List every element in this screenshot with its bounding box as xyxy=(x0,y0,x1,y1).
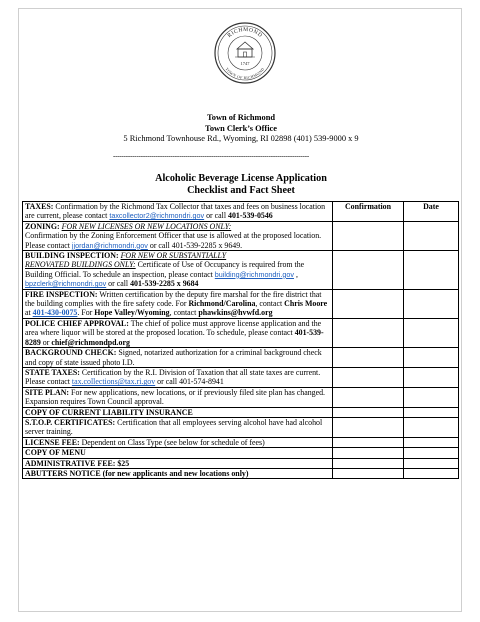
table-row xyxy=(23,417,459,437)
confirmation-cell[interactable] xyxy=(333,417,404,437)
confirmation-cell[interactable] xyxy=(333,348,404,368)
item-stop-certificates: S.T.O.P. CERTIFICATES: Certification that all employees serving alcohol have had alcohol server training. xyxy=(23,417,333,437)
date-cell[interactable] xyxy=(404,448,459,458)
date-header: Date xyxy=(404,202,459,222)
confirmation-cell[interactable] xyxy=(333,251,404,290)
confirmation-header: Confirmation xyxy=(333,202,404,222)
table-row xyxy=(23,202,459,222)
table-row xyxy=(23,458,459,468)
table-row xyxy=(23,448,459,458)
date-cell[interactable] xyxy=(404,437,459,447)
divider-line: -------------------------------------------------------------------------------------------- xyxy=(113,152,310,160)
confirmation-cell[interactable] xyxy=(333,387,404,407)
bpzclerk-email-link[interactable]: bpzclerk@richmondri.gov xyxy=(25,279,107,289)
date-cell[interactable] xyxy=(404,468,459,478)
letterhead xyxy=(19,113,463,145)
item-license-fee: LICENSE FEE: Dependent on Class Type (see below for schedule of fees) xyxy=(23,437,333,447)
item-zoning: ZONING: FOR NEW LICENSES OR NEW LOCATIONS ONLY: Confirmation by the Zoning Enforcement Officer that use is allowed at the proposed location. Please contact jjordan@richmondri.gov or call 401-539-2285 x 9649. xyxy=(23,221,333,250)
svg-text:1747: 1747 xyxy=(240,61,250,66)
table-row xyxy=(23,437,459,447)
office-address: 5 Richmond Townhouse Rd., Wyoming, RI 02898 (401) 539-9000 x 9 xyxy=(123,134,359,144)
item-menu: COPY OF MENU xyxy=(23,448,333,458)
svg-text:TOWN OF RICHMOND: TOWN OF RICHMOND xyxy=(224,67,266,81)
date-cell[interactable] xyxy=(404,289,459,318)
table-row xyxy=(23,318,459,347)
document-title xyxy=(19,173,463,198)
fire-phone-link[interactable]: 401-430-0075 xyxy=(32,308,78,318)
table-row xyxy=(23,387,459,407)
confirmation-cell[interactable] xyxy=(333,221,404,250)
checklist-table xyxy=(22,201,459,479)
zoning-email-link[interactable]: jjordan@richmondri.gov xyxy=(71,240,148,250)
item-liability-insurance: COPY OF CURRENT LIABILITY INSURANCE xyxy=(23,407,333,417)
item-abutters-notice: ABUTTERS NOTICE (for new applicants and new locations only) xyxy=(23,468,333,478)
item-administrative-fee: ADMINISTRATIVE FEE: $25 xyxy=(23,458,333,468)
table-row xyxy=(23,407,459,417)
date-cell[interactable] xyxy=(404,367,459,387)
date-cell[interactable] xyxy=(404,407,459,417)
date-cell[interactable] xyxy=(404,348,459,368)
item-police-approval: POLICE CHIEF APPROVAL: The chief of police must approve license application and the area where liquor will be stored at the proposed location. To schedule, please contact 401-539-8289 or chief@richmondpd.org xyxy=(23,318,333,347)
item-background-check: BACKGROUND CHECK: Signed, notarized authorization for a criminal background check and copy of state issued photo I.D. xyxy=(23,348,333,368)
svg-text:RICHMOND: RICHMOND xyxy=(226,26,264,40)
date-cell[interactable] xyxy=(404,387,459,407)
date-cell[interactable] xyxy=(404,417,459,437)
table-row xyxy=(23,221,459,250)
item-taxes: TAXES: Confirmation by the Richmond Tax Collector that taxes and fees on business location are current, please contact taxcollector2@richmondri.gov or call 401-539-0546 xyxy=(23,202,333,222)
tax-collector-email-link[interactable]: taxcollector2@richmondri.gov xyxy=(109,211,205,221)
confirmation-cell[interactable] xyxy=(333,318,404,347)
title-line-1: Alcoholic Beverage License Application xyxy=(155,173,327,184)
document-page xyxy=(18,8,462,612)
date-cell[interactable] xyxy=(404,318,459,347)
date-cell[interactable] xyxy=(404,221,459,250)
title-line-2: Checklist and Fact Sheet xyxy=(187,185,295,197)
confirmation-cell[interactable] xyxy=(333,458,404,468)
table-row xyxy=(23,289,459,318)
table-row xyxy=(23,348,459,368)
town-seal-icon xyxy=(213,21,277,85)
confirmation-cell[interactable] xyxy=(333,367,404,387)
town-name: Town of Richmond xyxy=(206,113,276,122)
item-fire-inspection: FIRE INSPECTION: Written certification by the deputy fire marshal for the fire district that the building complies with the fire safety code. For Richmond/Carolina, contact Chris Moore at 401-430-0075. For Hope Valley/Wyoming, contact phawkins@hvwfd.org xyxy=(23,289,333,318)
confirmation-cell[interactable] xyxy=(333,289,404,318)
item-site-plan: SITE PLAN: For new applications, new locations, or if previously filed site plan has changed. Expansion requires Town Council approval. xyxy=(23,387,333,407)
building-email-link[interactable]: building@richmondri.gov xyxy=(214,269,295,279)
state-tax-email-link[interactable]: tax.collections@tax.ri.gov xyxy=(71,377,156,387)
confirmation-cell[interactable] xyxy=(333,468,404,478)
confirmation-cell[interactable] xyxy=(333,407,404,417)
office-name: Town Clerk’s Office xyxy=(205,123,277,133)
table-row xyxy=(23,251,459,290)
item-state-taxes: STATE TAXES: Certification by the R.I. Division of Taxation that all state taxes are current. Please contact tax.collections@tax.ri.gov or call 401-574-8941 xyxy=(23,367,333,387)
table-row xyxy=(23,468,459,478)
confirmation-cell[interactable] xyxy=(333,437,404,447)
date-cell[interactable] xyxy=(404,251,459,290)
confirmation-cell[interactable] xyxy=(333,448,404,458)
town-seal xyxy=(213,21,277,85)
date-cell[interactable] xyxy=(404,458,459,468)
table-row xyxy=(23,367,459,387)
item-building-inspection: BUILDING INSPECTION: FOR NEW OR SUBSTANTIALLY RENOVATED BUILDINGS ONLY: Certificate of Use of Occupancy is required from the Building Official. To schedule an inspection, please contact building@richmondri.gov , bpzclerk@richmondri.gov or call 401-539-2285 x 9684 xyxy=(23,251,333,290)
